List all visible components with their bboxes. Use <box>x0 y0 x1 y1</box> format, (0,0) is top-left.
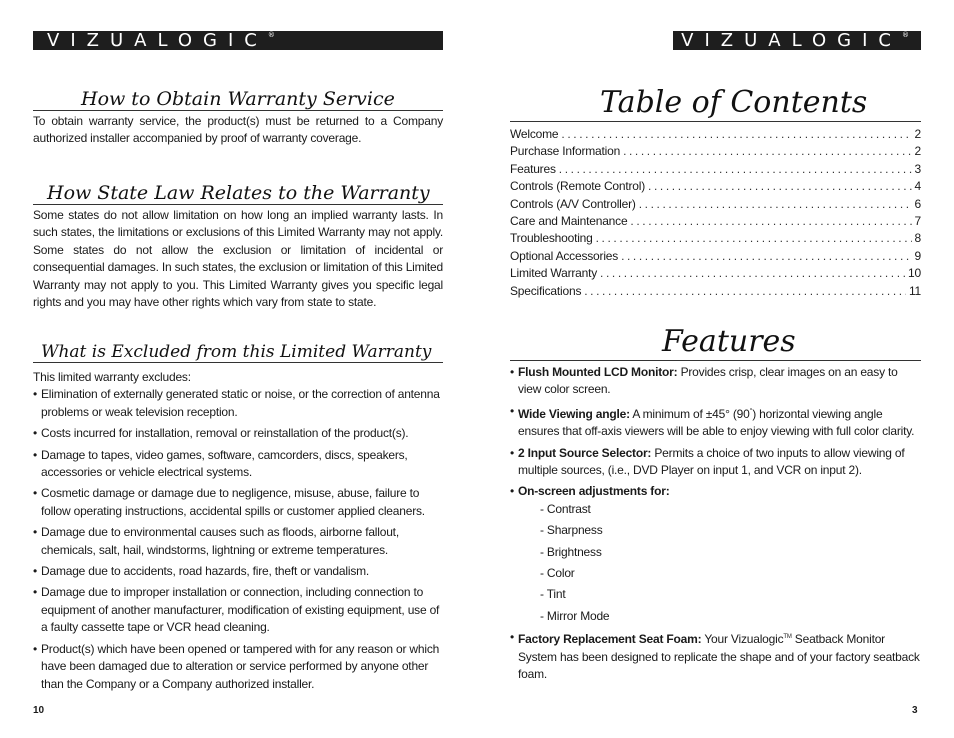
feature-item: • Wide Viewing angle: A minimum of ±45° (90°) horizontal viewing angle ensures that off-axis viewers will be able to enjoy viewing with full color clarity. <box>510 403 915 439</box>
sub-item: - Tint <box>540 587 566 602</box>
exclusions-section <box>33 344 443 697</box>
list-item: • Costs incurred for installation, removal or reinstallation of the product(s). <box>33 426 409 441</box>
section-heading: How to Obtain Warranty Service <box>33 90 443 111</box>
table-of-contents <box>510 85 921 300</box>
list-item: • Product(s) which have been opened or tampered with for any reason or which have been damaged due to alteration or service performed by anyone other than the Company or a Company authorized installer. <box>33 641 440 691</box>
toc-entry[interactable]: Controls (A/V Controller) ..... 6 <box>510 196 921 213</box>
brand-bar-right <box>673 31 921 50</box>
toc-entry[interactable]: Welcome ..... 2 <box>510 126 921 143</box>
section-heading: What is Excluded from this Limited Warranty <box>33 344 443 363</box>
list-item: • Cosmetic damage or damage due to negligence, misuse, abuse, failure to follow operating instructions, accidental spills or customer applied cleaners. <box>33 486 425 518</box>
list-item: • Damage due to accidents, road hazards, fire, theft or vandalism. <box>33 564 370 579</box>
features-section <box>510 324 921 688</box>
feature-item: • Factory Replacement Seat Foam: Your Vizualogic™ Seatback Monitor System has been designed to replicate the shape and of your factory seatback foam. <box>510 630 920 682</box>
toc-entry[interactable]: Specifications ..... 11 <box>510 283 921 300</box>
toc-entry[interactable]: Troubleshooting ..... 8 <box>510 230 921 247</box>
page-number-left: 10 <box>33 705 45 716</box>
list-item: • Damage due to improper installation or connection, including connection to equipment of another manufacturer, modification of existing equipment, use of a faulty cassette tape or VCR head cleaning. <box>33 585 440 635</box>
warranty-service-section <box>33 90 443 148</box>
sub-item: - Sharpness <box>540 523 603 538</box>
sub-item: - Brightness <box>540 544 602 559</box>
page-number-right: 3 <box>912 705 918 716</box>
list-item: • Damage to tapes, video games, software, camcorders, discs, speakers, accessories or vehicle electrical systems. <box>33 447 408 480</box>
feature-item: • 2 Input Source Selector: Permits a choice of two inputs to allow viewing of multiple sources, (i.e., DVD Player on input 1, and VCR on input 2). <box>510 445 905 478</box>
toc-entry[interactable]: Care and Maintenance ..... 7 <box>510 213 921 230</box>
toc-entry[interactable]: Optional Accessories ..... 9 <box>510 248 921 265</box>
sub-item: - Mirror Mode <box>540 608 610 623</box>
toc-entry[interactable]: Controls (Remote Control) ..... 4 <box>510 178 921 195</box>
list-item: • Elimination of externally generated static or noise, or the correction of antenna problems or weak television reception. <box>33 387 440 419</box>
toc-entry[interactable]: Features ..... 3 <box>510 161 921 178</box>
features-heading: Features <box>510 327 921 361</box>
brand-bar-left <box>33 31 443 50</box>
toc-entry[interactable]: Purchase Information ..... 2 <box>510 143 921 160</box>
exclusions-list <box>33 386 443 693</box>
sub-item: - Contrast <box>540 501 591 516</box>
list-item: • Damage due to environmental causes such as floods, airborne fallout, chemicals, salt, hail, windstorms, lightning or extreme temperatures. <box>33 525 399 557</box>
section-heading: How State Law Relates to the Warranty <box>33 184 443 205</box>
feature-item: • Flush Mounted LCD Monitor: Provides crisp, clear images on an easy to view color screen. <box>510 365 898 397</box>
feature-item: • On-screen adjustments for: - Contrast - Sharpness - Brightness - Color - Tint - Mirror Mode <box>510 483 921 625</box>
section-body: To obtain warranty service, the product(s) must be returned to a Company authorized installer accompanied by proof of warranty coverage. <box>33 114 443 146</box>
adjustments-sublist <box>518 501 921 625</box>
toc-list <box>510 126 921 300</box>
exclusions-intro: This limited warranty excludes: <box>33 370 191 384</box>
features-list <box>510 364 921 684</box>
state-law-section <box>33 184 443 311</box>
sub-item: - Color <box>540 566 575 581</box>
brand-logo: VIZUALOGIC® <box>47 31 275 50</box>
toc-entry[interactable]: Limited Warranty ..... 10 <box>510 265 921 282</box>
section-body: Some states do not allow limitation on how long an implied warranty lasts. In such states, the limitations or exclusions of this Limited Warranty may not apply. Some states do not allow the exclusion or limitation of incidental or consequential damages. In such states, the exclusion or limitation of this Limited Warranty may not apply to you. This Limited Warranty gives you specific legal rights and you may have other rights which vary from state to state. <box>33 208 443 310</box>
brand-logo: VIZUALOGIC® <box>681 31 909 50</box>
toc-heading: Table of Contents <box>510 88 921 122</box>
